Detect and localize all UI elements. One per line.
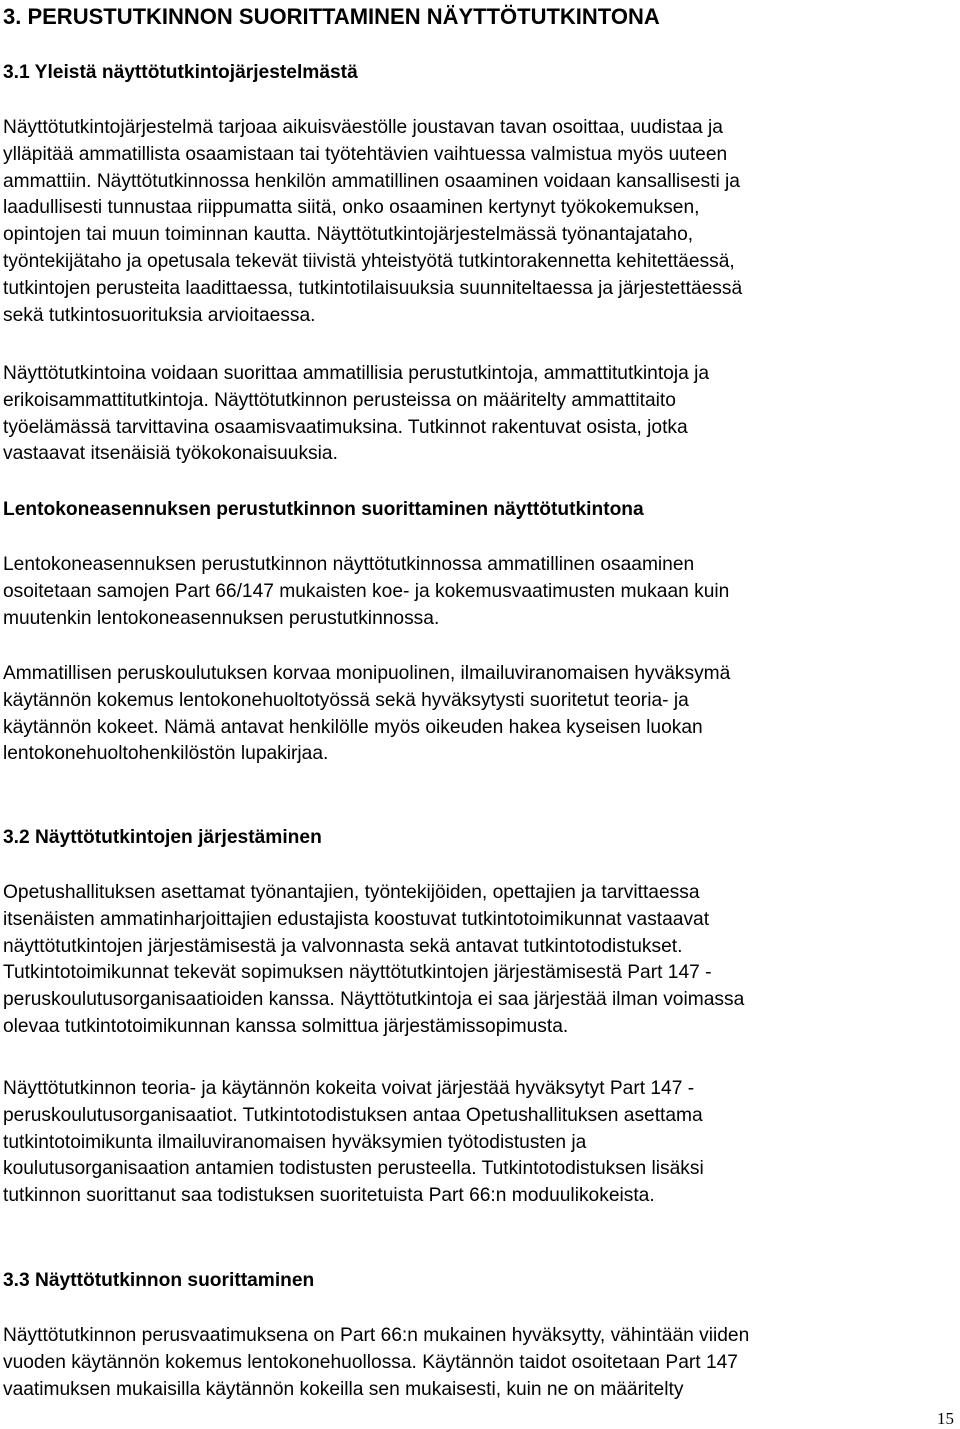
paragraph-aircraft-2	[3, 661, 951, 768]
text-line: ylläpitää ammatillista osaamistaan tai työtehtävien vaihtuessa valmistua myös uuteen	[3, 143, 728, 165]
text-line: tutkinnon suorittanut saa todistuksen suoritetuista Part 66:n moduulikokeista.	[3, 1185, 655, 1207]
paragraph-aircraft-1	[3, 552, 951, 632]
text-line: käytännön kokemus lentokonehuoltotyössä sekä hyväksytysti suoritetut teoria- ja	[3, 689, 689, 711]
text-line: Lentokoneasennuksen perustutkinnon näyttötutkinnossa ammatillinen osaaminen	[3, 554, 695, 575]
subheading-aircraft-assembly: Lentokoneasennuksen perustutkinnon suorittaminen näyttötutkintona	[3, 499, 644, 520]
text-line: Näyttötutkintoina voidaan suorittaa ammatillisia perustutkintoja, ammattitutkintoja ja	[3, 363, 710, 384]
text-line: muutenkin lentokoneasennuksen perustutkinnossa.	[3, 607, 440, 629]
text-line: työelämässä tarvittavina osaamisvaatimuksina. Tutkinnot rakentuvat osista, jotka	[3, 416, 688, 438]
text-line: työntekijätaho ja opetusala tekevät tiivistä yhteistyötä tutkintorakennetta kehitettäessä,	[3, 250, 735, 272]
text-line: tutkintojen perusteita laadittaessa, tutkintotilaisuuksia suunniteltaessa ja järjestettäessä	[3, 277, 743, 299]
text-line: vuoden käytännön kokemus lentokonehuollossa. Käytännön taidot osoitetaan Part 147	[3, 1351, 738, 1373]
page-number: 15	[937, 1409, 954, 1428]
text-line: tutkintotoimikunta ilmailuviranomaisen hyväksymien työtodistusten ja	[3, 1131, 587, 1153]
text-line: laadullisesti tunnustaa riippumatta siitä, onko osaaminen kertynyt työkokemuksen,	[3, 197, 700, 219]
text-line: peruskoulutusorganisaatioiden kanssa. Näyttötutkintoja ei saa järjestää ilman voimassa	[3, 989, 745, 1011]
text-line: koulutusorganisaation antamien todistusten perusteella. Tutkintotodistuksen lisäksi	[3, 1158, 704, 1180]
text-line: vaatimuksen mukaisilla käytännön kokeilla sen mukaisesti, kuin ne on määritelty	[3, 1378, 684, 1400]
chapter-heading: 3. PERUSTUTKINNON SUORITTAMINEN NÄYTTÖTUTKINTONA	[3, 4, 660, 29]
text-line: vastaavat itsenäisiä työkokonaisuuksia.	[3, 443, 338, 465]
text-line: opintojen tai muun toiminnan kautta. Näyttötutkintojärjestelmässä työnantajataho,	[3, 224, 694, 246]
text-line: olevaa tutkintotoimikunnan kanssa solmittua järjestämissopimusta.	[3, 1015, 569, 1037]
paragraph-organizing-2	[3, 1076, 951, 1210]
text-line: erikoisammattitutkintoja. Näyttötutkinnon perusteissa on määritelty ammattitaito	[3, 389, 676, 411]
text-line: Ammatillisen peruskoulutuksen korvaa monipuolinen, ilmailuviranomaisen hyväksymä	[3, 663, 731, 684]
text-line: peruskoulutusorganisaatiot. Tutkintotodistuksen antaa Opetushallituksen asettama	[3, 1104, 703, 1126]
text-line: Näyttötutkinnon perusvaatimuksena on Part 66:n mukainen hyväksytty, vähintään viiden	[3, 1325, 750, 1346]
text-line: osoitetaan samojen Part 66/147 mukaisten koe- ja kokemusvaatimusten mukaan kuin	[3, 580, 730, 602]
text-line: Näyttötutkinnon teoria- ja käytännön kokeita voivat järjestää hyväksytyt Part 147 -	[3, 1078, 695, 1099]
text-line: itsenäisten ammatinharjoittajien edustajista koostuvat tutkintotoimikunnat vastaavat	[3, 908, 710, 930]
section-heading-organizing: 3.2 Näyttötutkintojen järjestäminen	[3, 827, 322, 848]
text-line: ammattiin. Näyttötutkinnossa henkilön ammatillinen osaaminen voidaan kansallisesti ja	[3, 170, 740, 192]
paragraph-organizing-1	[3, 880, 951, 1041]
text-line: näyttötutkintojen järjestämisestä ja valvonnasta sekä antavat tutkintotodistukset.	[3, 935, 683, 957]
paragraph-general-1	[3, 115, 951, 329]
text-line: sekä tutkintosuorituksia arvioitaessa.	[3, 304, 316, 326]
paragraph-completing-1	[3, 1323, 951, 1403]
text-line: Näyttötutkintojärjestelmä tarjoaa aikuisväestölle joustavan tavan osoittaa, uudistaa ja	[3, 117, 723, 138]
section-heading-general: 3.1 Yleistä näyttötutkintojärjestelmästä	[3, 62, 358, 83]
section-heading-completing: 3.3 Näyttötutkinnon suorittaminen	[3, 1270, 315, 1291]
text-line: käytännön kokeet. Nämä antavat henkilölle myös oikeuden hakea kyseisen luokan	[3, 716, 703, 738]
text-line: lentokonehuoltohenkilöstön lupakirjaa.	[3, 743, 329, 765]
text-line: Opetushallituksen asettamat työnantajien, työntekijöiden, opettajien ja tarvittaessa	[3, 882, 700, 903]
paragraph-general-2	[3, 361, 951, 468]
text-line: Tutkintotoimikunnat tekevät sopimuksen näyttötutkintojen järjestämisestä Part 147 -	[3, 962, 712, 984]
